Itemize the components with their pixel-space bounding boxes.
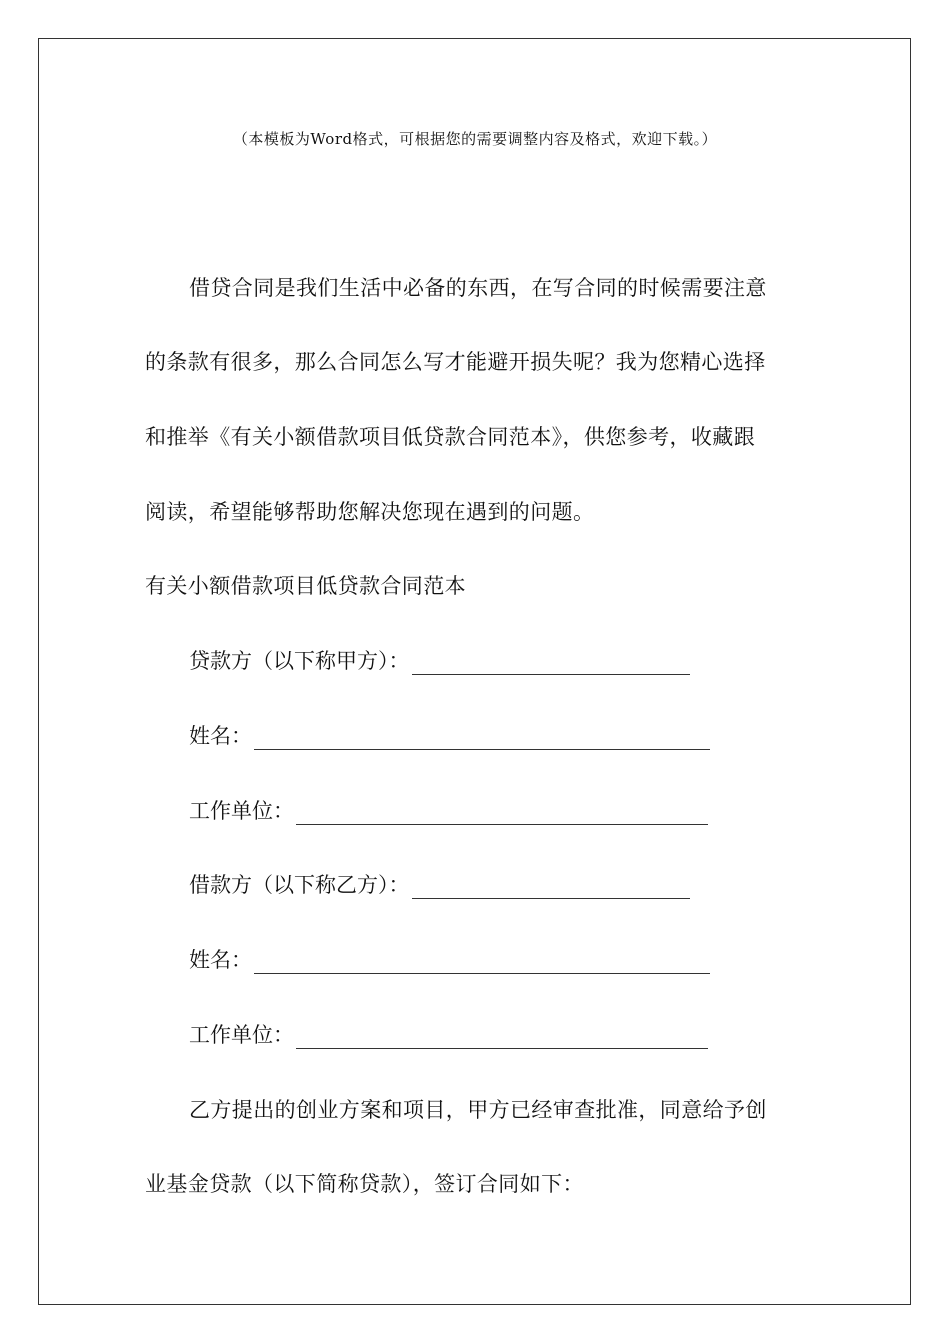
lender-employer-field bbox=[189, 797, 708, 825]
intro-line-3: 和推举《有关小额借款项目低贷款合同范本》，供您参考，收藏跟 bbox=[145, 425, 756, 449]
intro-line-2: 的条款有很多，那么合同怎么写才能避开损失呢？我为您精心选择 bbox=[145, 350, 766, 374]
intro-line-1: 借贷合同是我们生活中必备的东西，在写合同的时候需要注意 bbox=[189, 276, 767, 300]
lender-field bbox=[189, 647, 690, 675]
borrower-name-field bbox=[189, 946, 710, 974]
contract-title: 有关小额借款项目低贷款合同范本 bbox=[145, 574, 466, 598]
intro-line-4: 阅读，希望能够帮助您解决您现在遇到的问题。 bbox=[145, 500, 595, 524]
lender-employer-label: 工作单位： bbox=[189, 799, 294, 823]
lender-name-label: 姓名： bbox=[189, 724, 252, 748]
borrower-name-blank[interactable] bbox=[254, 951, 710, 974]
borrower-name-label: 姓名： bbox=[189, 948, 252, 972]
borrower-employer-blank[interactable] bbox=[296, 1026, 708, 1049]
lender-blank[interactable] bbox=[412, 652, 690, 675]
lender-label: 贷款方（以下称甲方）： bbox=[189, 649, 410, 673]
borrower-label: 借款方（以下称乙方）： bbox=[189, 873, 410, 897]
lender-name-field bbox=[189, 722, 710, 750]
borrower-employer-label: 工作单位： bbox=[189, 1023, 294, 1047]
body-line-1: 乙方提出的创业方案和项目，甲方已经审查批准，同意给予创 bbox=[189, 1098, 767, 1122]
template-note: （本模板为Word格式，可根据您的需要调整内容及格式，欢迎下载。） bbox=[232, 130, 718, 148]
lender-name-blank[interactable] bbox=[254, 727, 710, 750]
body-line-2: 业基金贷款（以下简称贷款），签订合同如下： bbox=[145, 1172, 584, 1196]
borrower-blank[interactable] bbox=[412, 876, 690, 899]
borrower-field bbox=[189, 871, 690, 899]
lender-employer-blank[interactable] bbox=[296, 802, 708, 825]
borrower-employer-field bbox=[189, 1021, 708, 1049]
